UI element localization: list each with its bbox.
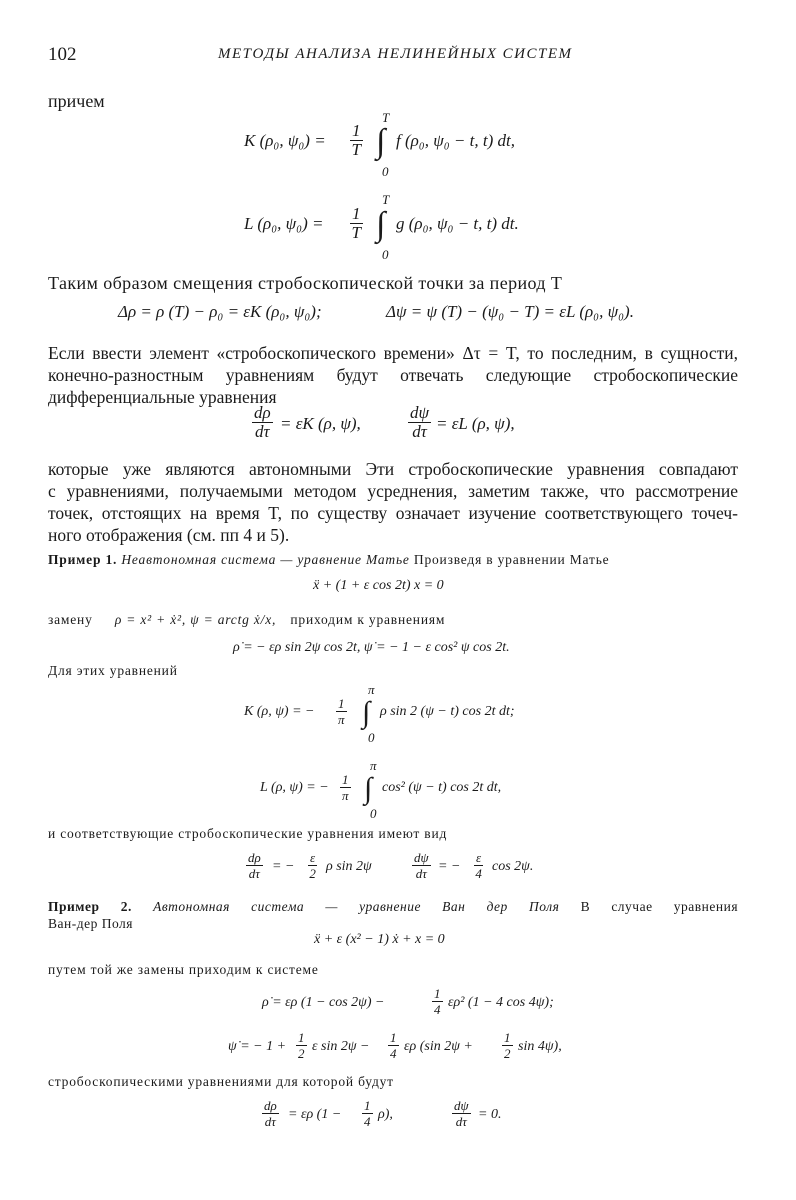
example2-title: Автономная система — уравнение Ван дер Поля (153, 899, 560, 914)
page-number: 102 (48, 44, 77, 65)
text-shift: Таким образом смещения стробоскопической точки за период T (48, 273, 563, 293)
van-der-pol-equation: ẍ + ε (x² − 1) ẋ + x = 0 (314, 932, 445, 947)
equation-part: = ερ (1 − (288, 1107, 342, 1122)
equation-part: = 0. (478, 1107, 502, 1122)
fraction (388, 1030, 399, 1061)
for-these-equations: Для этих уравнений (48, 663, 178, 678)
fraction-denominator: dτ (255, 422, 270, 441)
integral-sign: ∫ (364, 772, 373, 805)
mathieu-system: ρ̇ = − ερ sin 2ψ cos 2t, ψ̇ = − 1 − ε cos² ψ cos 2t. (233, 640, 510, 655)
fraction-denominator: 4 (475, 866, 482, 881)
fraction (452, 1098, 471, 1129)
vdp-strobo-equations (260, 1096, 560, 1138)
integral-sign: ∫ (376, 123, 386, 160)
equation-K-definition (244, 112, 584, 182)
integrand: f (ρ₀, ψ₀ − t, t) dt, (396, 131, 515, 150)
fraction-numerator: dψ (414, 850, 429, 865)
fraction-numerator: 1 (504, 1030, 511, 1045)
fraction-numerator: 1 (364, 1098, 371, 1113)
fraction (474, 850, 483, 881)
text-line: которые уже являются автономными Эти стробоскопические уравнения совпадают (48, 459, 738, 479)
substitution-prefix: замену (48, 612, 93, 627)
fraction (350, 205, 363, 242)
equation-L-definition (244, 192, 584, 262)
equation-part: ρ), (378, 1107, 393, 1122)
substitution-formula: ρ = x² + ẋ², ψ = arctg ẋ/x, (114, 612, 277, 627)
integrand: cos² (ψ − t) cos 2t dt, (382, 780, 502, 795)
mathieu-L (260, 758, 600, 824)
example1-label: Пример 1. (48, 552, 118, 567)
text-line: Если ввести элемент «стробоскопического времени» Δτ = T, то последним, в сущности, (48, 343, 738, 363)
mathieu-K (244, 682, 604, 748)
fraction-numerator: ε (476, 850, 482, 865)
equation-part: ρ sin 2ψ (326, 859, 372, 874)
substitution-line (48, 612, 445, 628)
fraction-denominator: dτ (415, 866, 427, 881)
fraction-denominator: 2 (298, 1046, 305, 1061)
example2-heading-line (48, 898, 738, 915)
fraction-denominator: dτ (412, 422, 427, 441)
equation-part: = − (438, 859, 461, 874)
substitution-suffix: приходим к уравнениям (290, 612, 446, 627)
mathieu-strobo-equations (244, 848, 564, 890)
equation-part: ψ̇ = − 1 + (228, 1039, 287, 1054)
equation-strobo-general (250, 404, 550, 448)
fraction (432, 986, 443, 1017)
fraction-denominator: π (341, 788, 349, 803)
equation-part: ρ̇ = ερ (1 − cos 2ψ) − (262, 995, 385, 1010)
fraction-numerator: 1 (352, 121, 361, 140)
equation-part: = − (272, 859, 295, 874)
fraction-denominator: dτ (264, 1114, 276, 1129)
fraction-denominator: dτ (455, 1114, 467, 1129)
fraction-numerator: 1 (338, 696, 345, 711)
text-line: точек, отстоящих на время T, по существу означает изучение соответствующего точеч- (48, 503, 738, 523)
paragraph-strobo-time (48, 342, 738, 408)
vdp-psi-equation (228, 1028, 588, 1068)
example2-heading (48, 898, 738, 932)
equation-shift-psi: Δψ = ψ (T) − (ψ₀ − T) = εL (ρ₀, ψ₀). (386, 302, 634, 321)
fraction (262, 1098, 279, 1129)
equation-lhs: K (ρ, ψ) = − (244, 704, 315, 719)
text-line: конечно-разностным уравнениям будут отвечать следующие стробоскопические (48, 365, 738, 385)
equation-rhs: = εL (ρ, ψ), (436, 414, 515, 433)
text-line: с уравнениями, получаемыми методом усреднения, заметим также, что рассмотрение (48, 481, 738, 501)
fraction-denominator: 4 (434, 1002, 441, 1017)
mathieu-equation: ẍ + (1 + ε cos 2t) x = 0 (313, 578, 444, 593)
fraction-numerator: dρ (248, 850, 261, 865)
fraction (340, 772, 351, 803)
integral-upper-limit: π (368, 682, 375, 697)
integral-sign: ∫ (376, 206, 386, 243)
running-title: МЕТОДЫ АНАЛИЗА НЕЛИНЕЙНЫХ СИСТЕМ (218, 46, 573, 62)
fraction-numerator: 1 (352, 204, 361, 223)
example2-label: Пример 2. (48, 899, 132, 914)
fraction-denominator: 4 (390, 1046, 397, 1061)
fraction-numerator: dρ (264, 1098, 277, 1113)
vdp-rho-equation (262, 984, 582, 1024)
integral-upper-limit: T (382, 110, 390, 125)
text-line: ного отображения (см. пп 4 и 5). (48, 525, 290, 545)
fraction (296, 1030, 307, 1061)
fraction (502, 1030, 513, 1061)
equation-lhs: L (ρ₀, ψ₀) = (244, 214, 324, 233)
fraction-denominator: 2 (504, 1046, 511, 1061)
fraction-numerator: dψ (410, 403, 430, 422)
integral-upper-limit: T (382, 192, 390, 207)
equation-shift-rho: Δρ = ρ (T) − ρ₀ = εK (ρ₀, ψ₀); (118, 302, 322, 321)
fraction-denominator: 4 (364, 1114, 371, 1129)
example1-intro: Произведя в уравнении Матье (413, 552, 610, 567)
paragraph-autonomous (48, 458, 738, 546)
fraction (246, 850, 263, 881)
fraction-denominator: 2 (309, 866, 316, 881)
integral-lower-limit: 0 (370, 806, 377, 821)
example1-heading (48, 552, 738, 568)
fraction-numerator: 1 (434, 986, 441, 1001)
fraction (336, 696, 347, 727)
fraction-denominator: dτ (248, 866, 260, 881)
equation-part: ερ (sin 2ψ + (404, 1039, 473, 1054)
fraction (252, 404, 273, 441)
fraction-numerator: 1 (390, 1030, 397, 1045)
text-line: дифференциальные уравнения (48, 387, 277, 407)
fraction-numerator: ε (310, 850, 316, 865)
equation-part: ε sin 2ψ − (312, 1039, 370, 1054)
fraction (408, 404, 431, 441)
fraction (412, 850, 431, 881)
integral-lower-limit: 0 (382, 247, 389, 262)
fraction-denominator: T (351, 140, 361, 159)
example2-heading-line2: Ван-дер Поля (48, 916, 133, 931)
equation-lhs: L (ρ, ψ) = − (260, 780, 329, 795)
fraction-denominator: π (337, 712, 345, 727)
equation-lhs: K (ρ₀, ψ₀) = (244, 131, 326, 150)
same-substitution-text: путем той же замены приходим к системе (48, 962, 319, 977)
integrand: g (ρ₀, ψ₀ − t, t) dt. (396, 214, 519, 233)
fraction-numerator: 1 (342, 772, 349, 787)
fraction-numerator: dψ (454, 1098, 469, 1113)
equation-rhs: = εK (ρ, ψ), (280, 414, 361, 433)
fraction-numerator: 1 (298, 1030, 305, 1045)
example2-intro: В случае уравнения (580, 899, 739, 914)
integral-sign: ∫ (362, 696, 371, 729)
fraction (362, 1098, 373, 1129)
integrand: ρ sin 2 (ψ − t) cos 2t dt; (380, 704, 515, 719)
integral-lower-limit: 0 (368, 730, 375, 745)
fraction (350, 122, 363, 159)
strobo-equations-intro: и соответствующие стробоскопические уравнения имеют вид (48, 826, 448, 841)
integral-upper-limit: π (370, 758, 377, 773)
fraction (308, 850, 317, 881)
fraction-denominator: T (351, 223, 361, 242)
integral-lower-limit: 0 (382, 164, 389, 179)
example1-title: Неавтономная система — уравнение Матье (121, 552, 410, 567)
equation-part: cos 2ψ. (492, 859, 534, 874)
equation-part: ερ² (1 − 4 cos 4ψ); (448, 995, 554, 1010)
fraction-numerator: dρ (254, 403, 271, 422)
equation-part: sin 4ψ), (518, 1039, 562, 1054)
final-equations-intro: стробоскопическими уравнениями для которой будут (48, 1074, 394, 1089)
intro-word: причем (48, 91, 105, 111)
